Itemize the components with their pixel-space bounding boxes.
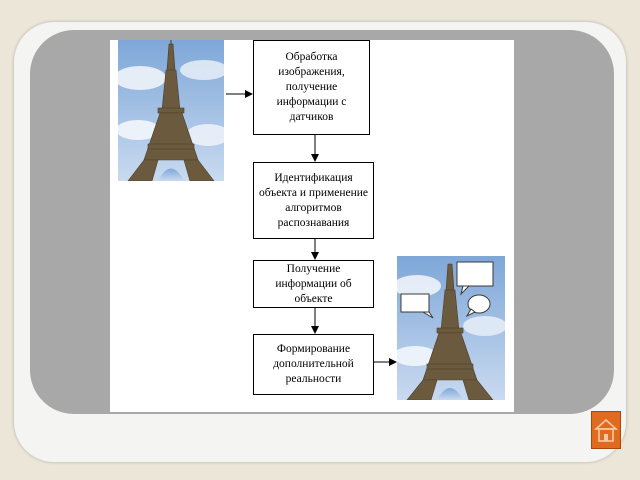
flow-box-object-identification: Идентификация объекта и применение алгоритмов распознавания <box>253 162 374 239</box>
flow-arrows <box>110 40 514 412</box>
slide-content <box>110 40 514 412</box>
flow-box-augmented-reality: Формирование дополнительной реальности <box>253 334 374 395</box>
flow-box-image-processing: Обработка изображения, получение информации с датчиков <box>253 40 370 135</box>
home-icon <box>592 412 620 448</box>
home-button[interactable] <box>591 411 621 449</box>
flow-box-object-information: Получение информации об объекте <box>253 260 374 308</box>
